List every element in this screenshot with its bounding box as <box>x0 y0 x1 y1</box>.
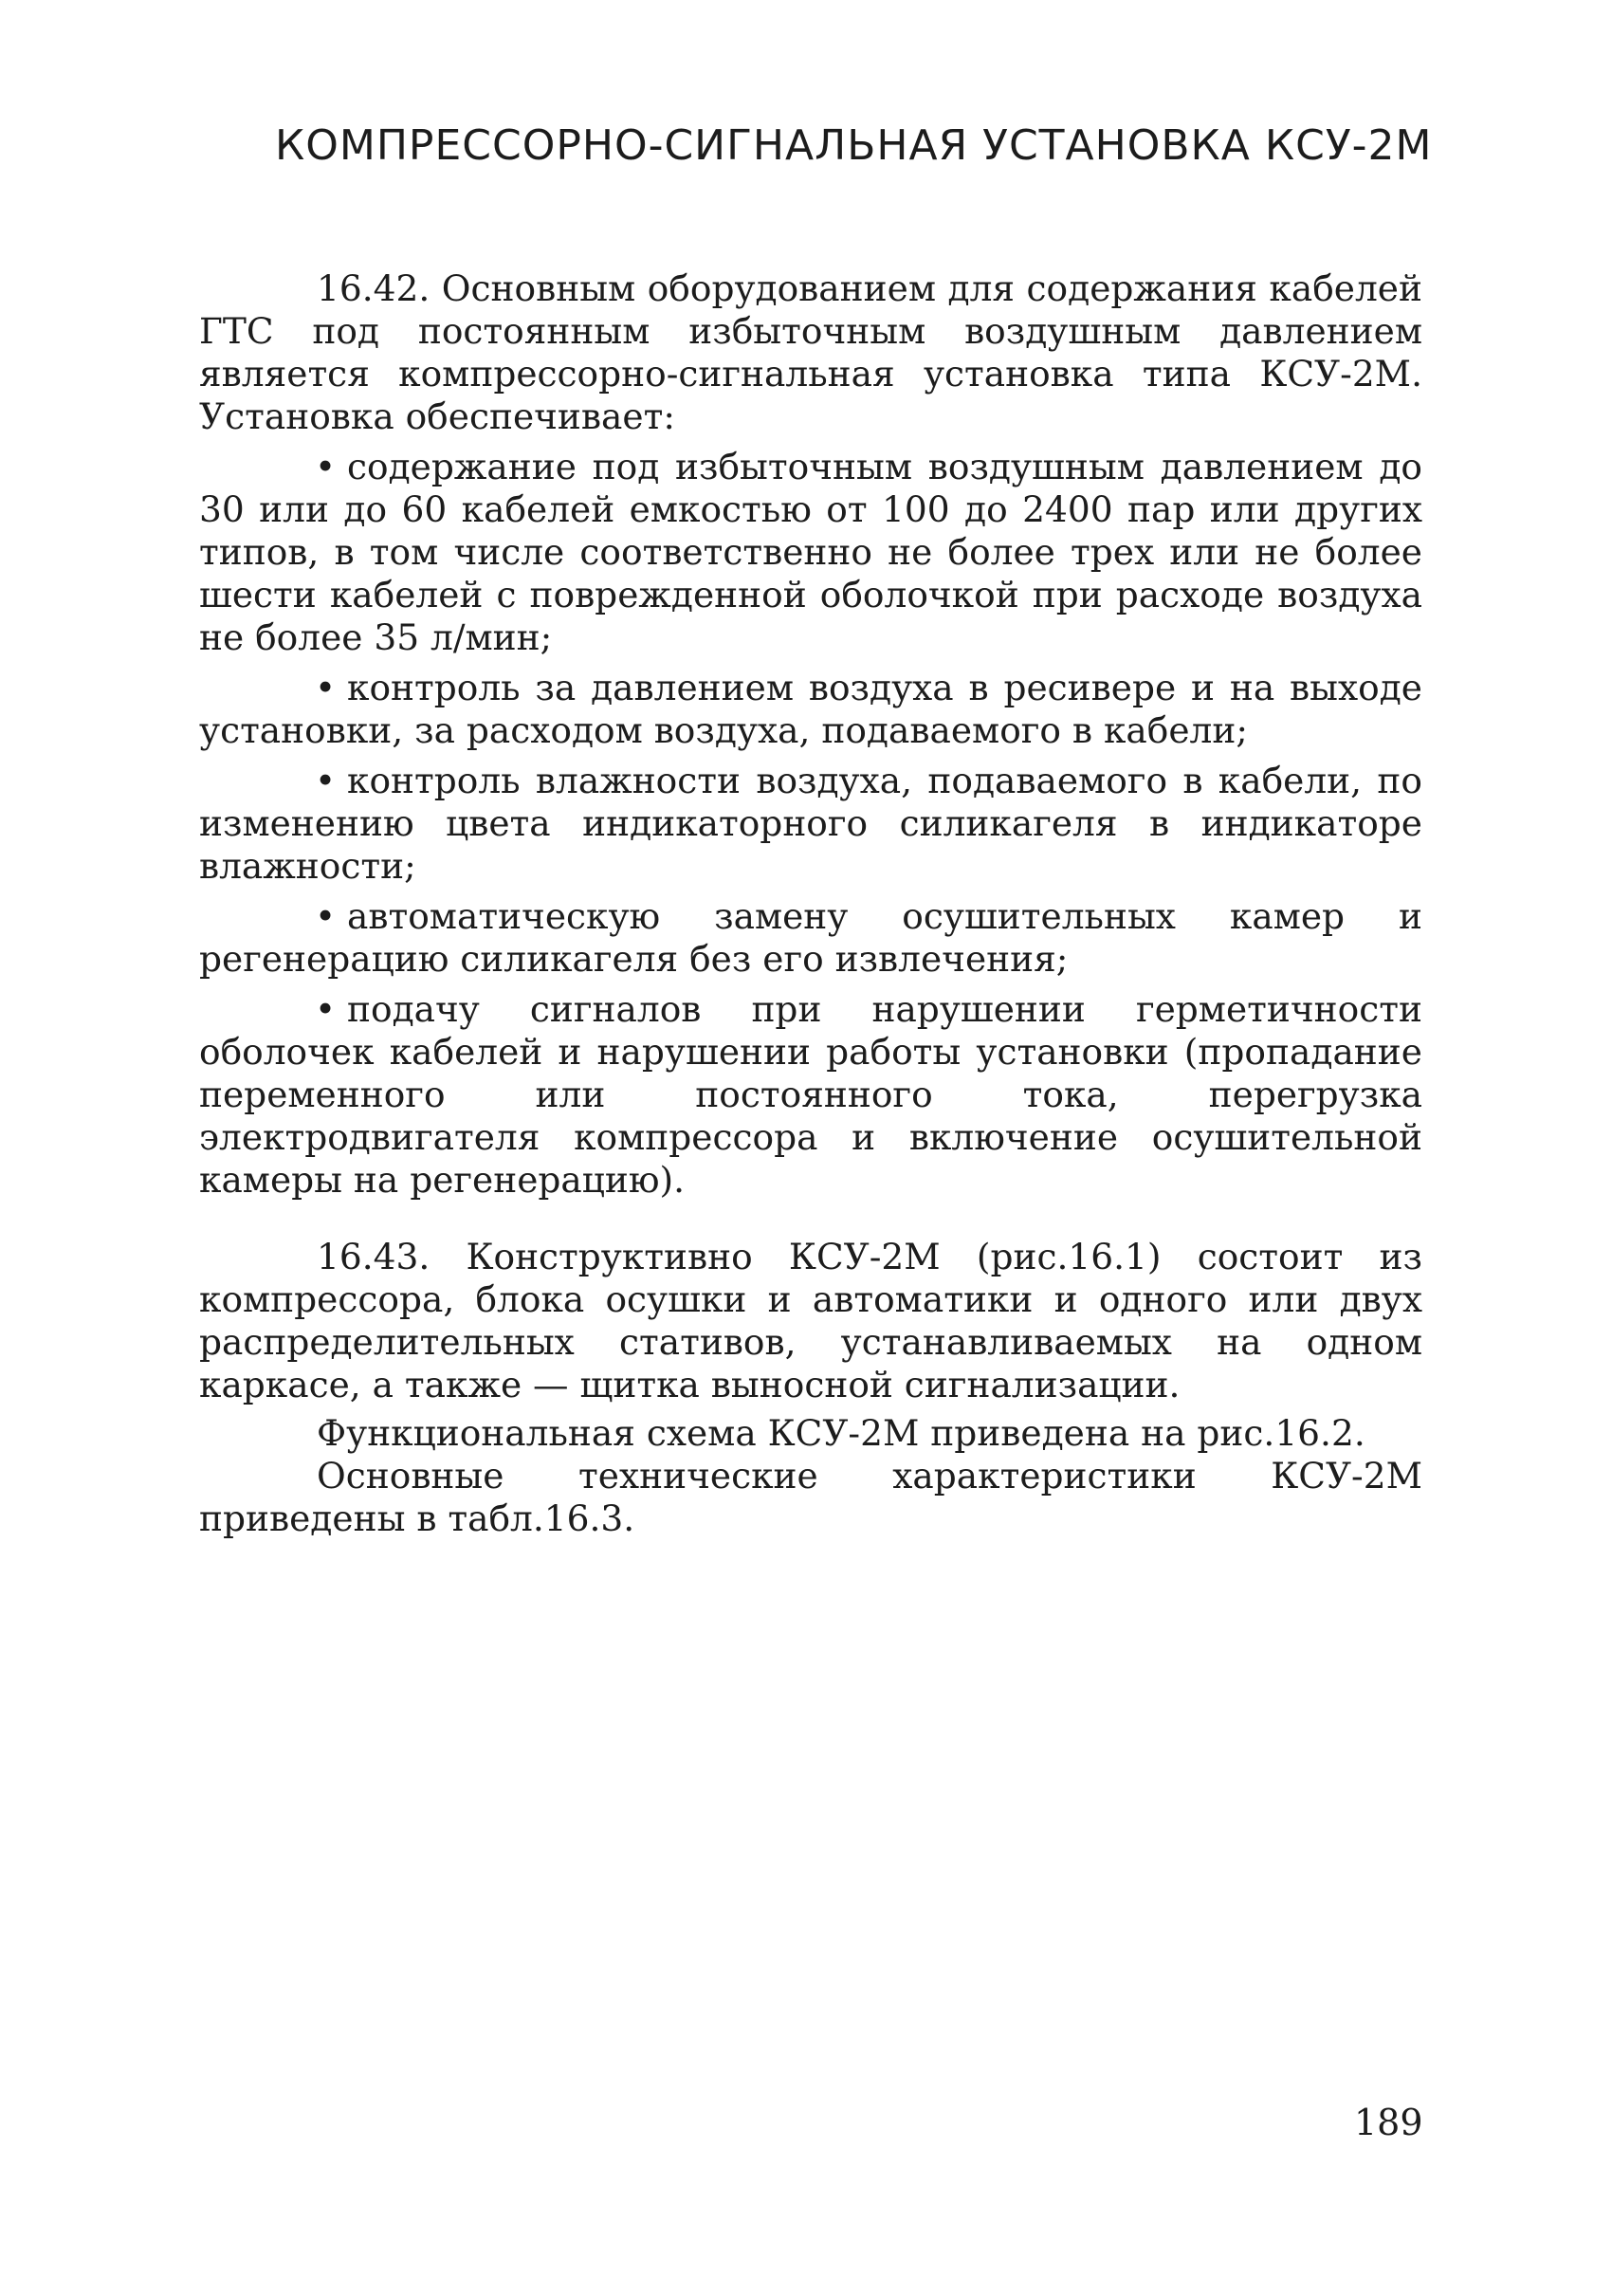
paragraph-16-43: 16.43. Конструктивно КСУ-2М (рис.16.1) состоит из компрессора, блока осушки и автоматики и одного или двух распределительных стативов, устанавливаемых на одном каркасе, а также — щитка выносной сигнализации. <box>199 1236 1422 1405</box>
capabilities-list <box>199 446 1422 1202</box>
list-item-text: контроль за давлением воздуха в ресивере и на выходе установки, за расходом воздуха, подаваемого в кабели; <box>199 667 1422 751</box>
list-item <box>199 446 1422 659</box>
list-item-text: подачу сигналов при нарушении герметичности оболочек кабелей и нарушении работы установки (пропадание переменного или постоянного тока, перегрузка электродвигателя компрессора и включение осушительной камеры на регенерацию). <box>199 988 1422 1201</box>
bullet-icon: • <box>315 446 337 487</box>
paragraph-16-42: 16.42. Основным оборудованием для содержания кабелей ГТС под постоянным избыточным воздушным давлением является компрессорно-сигнальная установка типа КСУ-2М. Установка обеспечивает: <box>199 267 1422 437</box>
bullet-icon: • <box>315 760 337 801</box>
list-item <box>199 667 1422 752</box>
bullet-icon: • <box>315 667 337 708</box>
list-item <box>199 760 1422 888</box>
body-text <box>199 267 1422 1540</box>
list-item-text: автоматическую замену осушительных камер и регенерацию силикагеля без его извлечения; <box>199 895 1422 980</box>
paragraph-technical-specs: Основные технические характеристики КСУ-2М приведены в табл.16.3. <box>199 1455 1422 1539</box>
page-number: 189 <box>1354 2102 1423 2143</box>
list-item <box>199 895 1422 981</box>
list-item-text: содержание под избыточным воздушным давлением до 30 или до 60 кабелей емкостью от 100 до 2400 пар или других типов, в том числе соответственно не более трех или не более шести кабелей с поврежденной оболочкой при расходе воздуха не более 35 л/мин; <box>199 446 1422 658</box>
bullet-icon: • <box>315 895 337 937</box>
bullet-icon: • <box>315 988 337 1030</box>
list-item-text: контроль влажности воздуха, подаваемого в кабели, по изменению цвета индикаторного силикагеля в индикаторе влажности; <box>199 760 1422 887</box>
section-heading: КОМПРЕССОРНО-СИГНАЛЬНАЯ УСТАНОВКА КСУ-2М <box>275 121 1433 170</box>
list-item <box>199 988 1422 1202</box>
paragraph-functional-scheme: Функциональная схема КСУ-2М приведена на рис.16.2. <box>317 1412 1365 1454</box>
